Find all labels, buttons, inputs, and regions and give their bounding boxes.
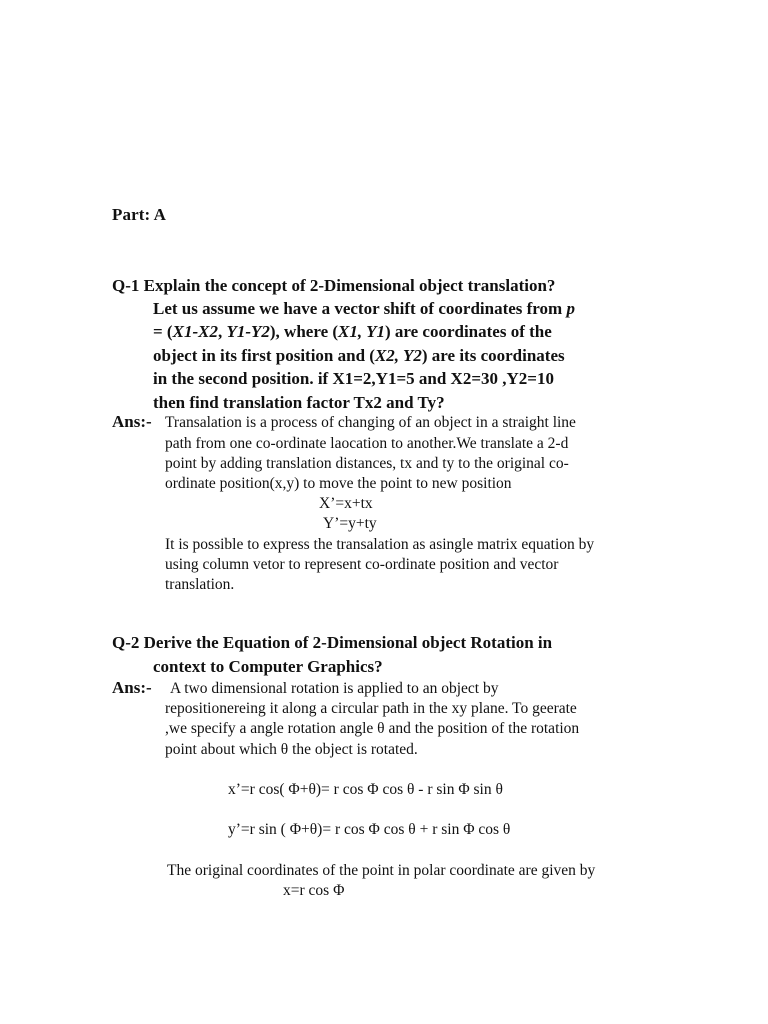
q2-ans-line-3: ,we specify a angle rotation angle θ and the position of the rotation bbox=[165, 720, 580, 737]
q1-line-4: object in its first position and (X2, Y2) are its coordinates bbox=[153, 346, 565, 365]
q1-ans-line-4: ordinate position(x,y) to move the point to new position bbox=[165, 475, 512, 492]
q2-ans-label: Ans:- bbox=[112, 678, 152, 697]
q2-line-2: context to Computer Graphics? bbox=[153, 657, 383, 676]
q1-ans-line-1: Transalation is a process of changing of an object in a straight line bbox=[165, 414, 576, 431]
q1-ans-line-3: point by adding translation distances, tx and ty to the original co- bbox=[165, 455, 569, 472]
q1-line-5: in the second position. if X1=2,Y1=5 and X2=30 ,Y2=10 bbox=[153, 369, 554, 388]
q2-ans-line-1: A two dimensional rotation is applied to an object by bbox=[170, 680, 499, 697]
q1-line-1: Q-1 Explain the concept of 2-Dimensional object translation? bbox=[112, 276, 556, 295]
q2-polar-text: The original coordinates of the point in polar coordinate are given by bbox=[167, 862, 596, 879]
q2-line-1: Q-2 Derive the Equation of 2-Dimensional object Rotation in bbox=[112, 633, 553, 652]
q2-equation-y: y’=r sin ( Φ+θ)= r cos Φ cos θ + r sin Φ cos θ bbox=[228, 821, 511, 838]
q1-ans-label: Ans:- bbox=[112, 412, 152, 431]
q1-line-3: = (X1-X2, Y1-Y2), where (X1, Y1) are coordinates of the bbox=[153, 322, 552, 341]
q2-ans-line-2: repositionereing it along a circular path in the xy plane. To geerate bbox=[165, 700, 577, 717]
part-heading: Part: A bbox=[112, 205, 167, 224]
q1-matrix-line-3: translation. bbox=[165, 576, 235, 593]
q1-equation-x: X’=x+tx bbox=[319, 495, 373, 512]
q1-line-6: then find translation factor Tx2 and Ty? bbox=[153, 393, 445, 412]
q2-polar-equation: x=r cos Φ bbox=[283, 882, 345, 899]
q1-matrix-line-2: using column vetor to represent co-ordinate position and vector bbox=[165, 556, 559, 573]
q1-line-2: Let us assume we have a vector shift of coordinates from p bbox=[153, 299, 575, 318]
q1-matrix-line-1: It is possible to express the transalation as asingle matrix equation by bbox=[165, 536, 595, 553]
q2-ans-line-4: point about which θ the object is rotated. bbox=[165, 741, 418, 758]
q1-ans-line-2: path from one co-ordinate laocation to another.We translate a 2-d bbox=[165, 435, 569, 452]
q1-equation-y: Y’=y+ty bbox=[323, 515, 377, 532]
q2-equation-x: x’=r cos( Φ+θ)= r cos Φ cos θ - r sin Φ sin θ bbox=[228, 781, 503, 798]
